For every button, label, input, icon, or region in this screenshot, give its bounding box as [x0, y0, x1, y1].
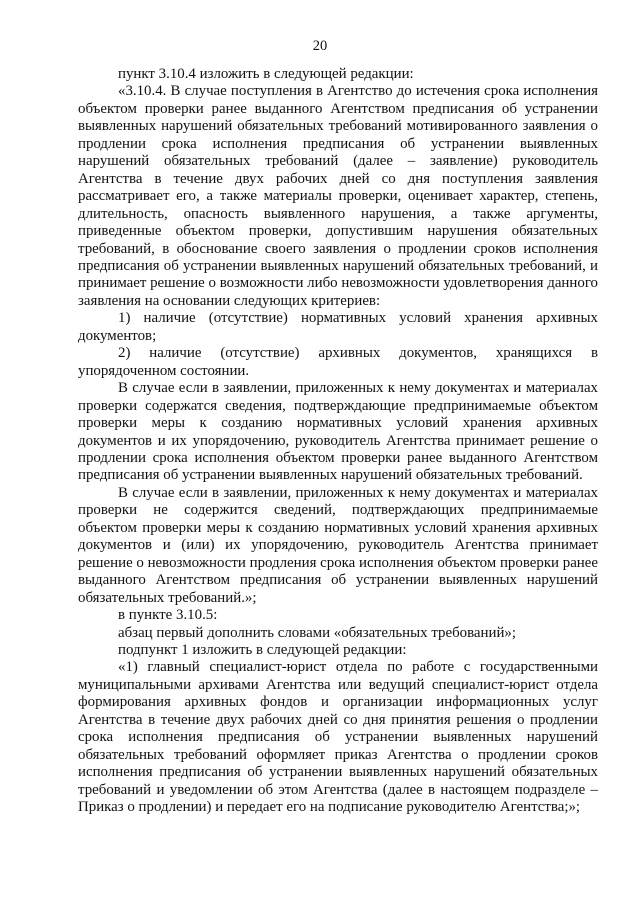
document-body — [78, 66, 598, 816]
paragraph-amend-3-10-4: пункт 3.10.4 изложить в следующей редакции: — [118, 66, 414, 82]
page-number: 20 — [312, 38, 328, 54]
paragraph-subpoint-1-intro: подпункт 1 изложить в следующей редакции: — [118, 641, 407, 658]
paragraph-subpoint-1-text: «1) главный специалист-юрист отдела по работе с государственными муниципальными архивами Агентства или ведущий специалист-юрист отдела формирования архивных фондов и организации информационных услуг Агентства в течение двух рабочих дней со дня принятия решения о продлении срока исполнения предписания об устранении выявленных нарушений обязательных требований оформляет приказ Агентства о продлении сроков исполнения предписания об устранении выявленных нарушений обязательных требований и уведомлении об этом Агентства (далее в настоящем подразделе – Приказ о продлении) и передает его на подписание руководителю Агентства;»; — [78, 659, 598, 816]
paragraph-criterion-1: 1) наличие (отсутствие) нормативных условий хранения архивных документов; — [78, 310, 598, 344]
paragraph-criterion-2: 2) наличие (отсутствие) архивных документов, хранящихся в упорядоченном состоянии. — [78, 345, 598, 379]
paragraph-amend-3-10-5: в пункте 3.10.5: — [118, 607, 218, 624]
paragraph-extension-granted: В случае если в заявлении, приложенных к нему документах и материалах проверки содержатся сведения, подтверждающие предпринимаемые объектом проверки меры к созданию нормативных условий хранения архивных документов и их упорядочению, руководитель Агентства принимает решение о продлении срока исполнения объектом проверки ранее выданного Агентством предписания об устранении выявленных нарушений обязательных требований. — [78, 380, 598, 484]
paragraph-extension-denied: В случае если в заявлении, приложенных к нему документах и материалах проверки не содержится сведений, подтверждающих предпринимаемые объектом проверки меры к созданию нормативных условий хранения архивных документов и (или) их упорядочению, руководитель Агентства принимает решение о невозможности продления срока исполнения объектом проверки ранее выданного Агентством предписания об устранении выявленных нарушений обязательных требований.»; — [78, 484, 598, 606]
paragraph-3-10-4-text: «3.10.4. В случае поступления в Агентство до истечения срока исполнения объектом проверки ранее выданного Агентством предписания об устранении выявленных нарушений обязательных требований мотивированного заявления о продлении срока исполнения предписания об устранении выявленных нарушений обязательных требований (далее – заявление) руководитель Агентства в течение двух рабочих дней со дня поступления заявления рассматривает его, а также материалы проверки, оценивает характер, степень, длительность, опасность выявленного нарушения, а также аргументы, приведенные объектом проверки, допустившим нарушения обязательных требований, в обоснование своего заявления о продлении сроков исполнения предписания об устранении выявленных нарушений обязательных требований, и принимает решение о возможности либо невозможности удовлетворения данного заявления на основании следующих критериев: — [78, 83, 598, 309]
paragraph-first-abzac: абзац первый дополнить словами «обязательных требований»; — [118, 624, 517, 641]
